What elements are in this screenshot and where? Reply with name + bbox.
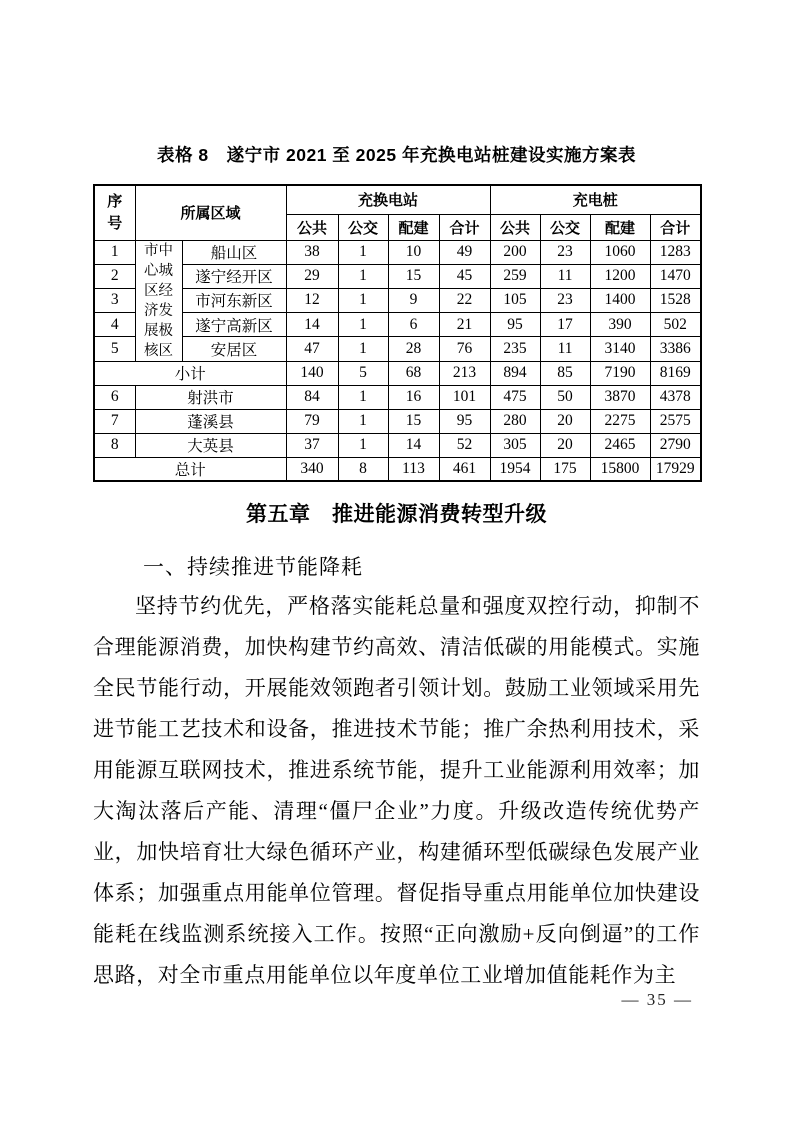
cell-district: 蓬溪县 — [135, 409, 286, 433]
section-title: 一、持续推进节能降耗 — [143, 555, 363, 579]
table-row — [94, 288, 701, 312]
table-row — [94, 240, 701, 264]
cell-value: 1 — [338, 409, 388, 433]
cell-value: 11 — [540, 264, 590, 288]
body-paragraph: 坚持节约优先，严格落实能耗总量和强度双控行动，抑制不合理能源消费，加快构建节约高效、清洁低碳的用能模式。实施全民节能行动，开展能效领跑者引领计划。鼓励工业领域采用先进节能工艺技术和设备，推进技术节能；推广余热利用技术，采用能源互联网技术，推进系统节能，提升工业能源利用效率；加大淘汰落后产能、清理“僵尸企业”力度。升级改造传统优势产业，加快培育壮大绿色循环产业，构建循环型低碳绿色发展产业体系；加强重点用能单位管理。督促指导重点用能单位加快建设能耗在线监测系统接入工作。按照“正向激励+反向倒逼”的工作思路，对全市重点用能单位以年度单位工业增加值能耗作为主 — [93, 594, 700, 987]
cell-index: 2 — [94, 264, 135, 288]
cell-value: 340 — [286, 457, 338, 481]
cell-value: 105 — [490, 288, 540, 312]
total-row — [94, 457, 701, 481]
cell-index: 4 — [94, 313, 135, 337]
cell-value: 15 — [388, 409, 439, 433]
cell-value: 28 — [388, 337, 439, 361]
table-caption: 表格 8 遂宁市 2021 至 2025 年充换电站桩建设实施方案表 — [157, 145, 636, 165]
cell-value: 1528 — [650, 288, 701, 312]
cell-value: 45 — [439, 264, 490, 288]
page-number: — 35 — — [621, 990, 693, 1009]
cell-value: 2790 — [650, 433, 701, 457]
cell-value: 259 — [490, 264, 540, 288]
table-row — [94, 313, 701, 337]
cell-value: 20 — [540, 433, 590, 457]
header-pile-bus: 公交 — [540, 214, 590, 240]
cell-district: 市河东新区 — [182, 288, 286, 312]
cell-value: 1 — [338, 288, 388, 312]
cell-value: 47 — [286, 337, 338, 361]
cell-value: 3386 — [650, 337, 701, 361]
cell-value: 21 — [439, 313, 490, 337]
cell-value: 5 — [338, 361, 388, 385]
cell-value: 2465 — [590, 433, 650, 457]
table-row — [94, 264, 701, 288]
cell-value: 95 — [439, 409, 490, 433]
cell-value: 1 — [338, 433, 388, 457]
cell-value: 50 — [540, 385, 590, 409]
cell-value: 2275 — [590, 409, 650, 433]
cell-value: 1060 — [590, 240, 650, 264]
cell-subtotal-label: 小计 — [94, 361, 286, 385]
table-row — [94, 337, 701, 361]
cell-value: 14 — [388, 433, 439, 457]
chapter-title: 第五章 推进能源消费转型升级 — [246, 503, 547, 526]
cell-value: 1 — [338, 313, 388, 337]
header-index: 序号 — [94, 185, 135, 240]
cell-value: 175 — [540, 457, 590, 481]
cell-district: 遂宁经开区 — [182, 264, 286, 288]
header-station-group: 充换电站 — [286, 185, 490, 214]
header-pile-ancillary: 配建 — [590, 214, 650, 240]
cell-value: 1283 — [650, 240, 701, 264]
cell-value: 22 — [439, 288, 490, 312]
header-station-total: 合计 — [439, 214, 490, 240]
cell-value: 3870 — [590, 385, 650, 409]
cell-value: 23 — [540, 240, 590, 264]
cell-value: 2575 — [650, 409, 701, 433]
cell-value: 4378 — [650, 385, 701, 409]
cell-value: 475 — [490, 385, 540, 409]
cell-value: 140 — [286, 361, 338, 385]
cell-value: 38 — [286, 240, 338, 264]
header-station-public: 公共 — [286, 214, 338, 240]
cell-value: 3140 — [590, 337, 650, 361]
cell-total-label: 总计 — [94, 457, 286, 481]
cell-value: 16 — [388, 385, 439, 409]
cell-value: 49 — [439, 240, 490, 264]
cell-value: 200 — [490, 240, 540, 264]
cell-region-group: 市中心城区经济发展极核区 — [135, 240, 182, 361]
cell-value: 15 — [388, 264, 439, 288]
header-station-ancillary: 配建 — [388, 214, 439, 240]
subtotal-row — [94, 361, 701, 385]
cell-value: 11 — [540, 337, 590, 361]
cell-district: 船山区 — [182, 240, 286, 264]
cell-value: 9 — [388, 288, 439, 312]
cell-value: 8 — [338, 457, 388, 481]
cell-value: 1 — [338, 337, 388, 361]
cell-value: 12 — [286, 288, 338, 312]
cell-district: 安居区 — [182, 337, 286, 361]
cell-value: 10 — [388, 240, 439, 264]
cell-index: 7 — [94, 409, 135, 433]
header-pile-total: 合计 — [650, 214, 701, 240]
cell-value: 23 — [540, 288, 590, 312]
cell-value: 68 — [388, 361, 439, 385]
cell-value: 7190 — [590, 361, 650, 385]
header-station-bus: 公交 — [338, 214, 388, 240]
cell-value: 894 — [490, 361, 540, 385]
header-pile-public: 公共 — [490, 214, 540, 240]
cell-index: 1 — [94, 240, 135, 264]
cell-index: 3 — [94, 288, 135, 312]
cell-value: 1954 — [490, 457, 540, 481]
cell-value: 390 — [590, 313, 650, 337]
cell-value: 95 — [490, 313, 540, 337]
cell-value: 8169 — [650, 361, 701, 385]
cell-district: 大英县 — [135, 433, 286, 457]
header-pile-group: 充电桩 — [490, 185, 701, 214]
cell-index: 8 — [94, 433, 135, 457]
cell-value: 280 — [490, 409, 540, 433]
cell-value: 14 — [286, 313, 338, 337]
cell-value: 502 — [650, 313, 701, 337]
cell-value: 1 — [338, 385, 388, 409]
cell-value: 1 — [338, 240, 388, 264]
header-region: 所属区域 — [135, 185, 286, 240]
table-row — [94, 409, 701, 433]
cell-value: 85 — [540, 361, 590, 385]
cell-district: 遂宁高新区 — [182, 313, 286, 337]
cell-district: 射洪市 — [135, 385, 286, 409]
cell-value: 37 — [286, 433, 338, 457]
cell-value: 113 — [388, 457, 439, 481]
cell-value: 461 — [439, 457, 490, 481]
cell-index: 5 — [94, 337, 135, 361]
cell-value: 84 — [286, 385, 338, 409]
cell-value: 213 — [439, 361, 490, 385]
cell-index: 6 — [94, 385, 135, 409]
cell-value: 17929 — [650, 457, 701, 481]
cell-value: 79 — [286, 409, 338, 433]
cell-value: 1470 — [650, 264, 701, 288]
cell-value: 6 — [388, 313, 439, 337]
cell-value: 305 — [490, 433, 540, 457]
cell-value: 17 — [540, 313, 590, 337]
cell-value: 52 — [439, 433, 490, 457]
table-row — [94, 433, 701, 457]
table-row — [94, 385, 701, 409]
cell-value: 101 — [439, 385, 490, 409]
cell-value: 20 — [540, 409, 590, 433]
cell-value: 15800 — [590, 457, 650, 481]
cell-value: 235 — [490, 337, 540, 361]
cell-value: 1400 — [590, 288, 650, 312]
cell-value: 1 — [338, 264, 388, 288]
cell-value: 29 — [286, 264, 338, 288]
charging-plan-table — [93, 184, 702, 482]
cell-value: 1200 — [590, 264, 650, 288]
cell-value: 76 — [439, 337, 490, 361]
